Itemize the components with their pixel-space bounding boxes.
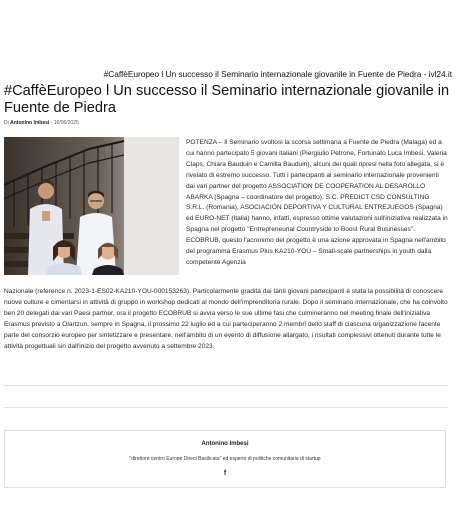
facebook-icon[interactable]: f xyxy=(223,470,227,477)
byline-date: 16/06/2025 xyxy=(53,120,79,126)
author-box-bio: "direttore centro Europe Direct Basilicata" ed esperto di politiche comunitarie di startup xyxy=(129,456,321,462)
article-paragraph-wrap: POTENZA – Il Seminario svoltosi la scorsa settimana a Fuente de Piedra (Malaga) ed a cui hanno partecipato 5 giovani italiani (Piergiulio Petrone, Fortunato Luca Imbesi, Valeria Claps, Chiara Bauduin e Camilla Bauduin), alcuni dei quali ripresi nella foto allegata, si è rivelato di estremo successo. Tutti i partecipanti al seminario internazionale provenienti dai vari partner del progetto ASSOCIATION DE COOPERATION AL DESAROLLO ABARKA (Spagna – coordinatore del progetto), S.C. PREDICT CSD CONSULTING S.R.L. (Romania), ASOCIACIÓN DEPORTIVA Y CULTURAL ENTREJUEGOS (Spagna) ed EURO-NET (Italia) hanno, infatti, espresso ottime valutazioni sull'iniziativa realizzata in Spagna nel progetto "Entrepreneurial Countryside to Boost Rural Businesses". ECOBRUB, questo l'acronimo del progetto è una azione approvata in Spagna nell'ambito del programma Erasmus Plus KA210-YOU – Small-scale partnerships in youth dalla competente Agenzia xyxy=(186,139,448,266)
divider-line xyxy=(4,407,448,408)
author-box-name[interactable]: Antonino Imbesi xyxy=(201,441,249,447)
byline-prefix: Di xyxy=(4,120,9,126)
divider-line xyxy=(4,385,448,386)
byline-author-link[interactable]: Antonino Imbesi xyxy=(10,120,50,126)
article-photo xyxy=(4,137,179,275)
article-byline xyxy=(4,120,79,126)
author-box xyxy=(4,430,446,488)
byline-separator: - xyxy=(50,120,53,126)
page-top-title: #CaffèEuropeo l Un successo il Seminario internazionale giovanile in Fuente de Piedra - ivl24.it xyxy=(103,69,452,79)
article-title: #CaffèEuropeo l Un successo il Seminario internazionale giovanile in Fuente de Piedra xyxy=(4,83,450,116)
article-paragraph-full: Nazionale (reference n. 2023-1-ES02-KA210-YOU-000153263). Particolarmente gradita dai tanti giovani partecipanti è stata la possibilità di conoscere nuove culture e cimentarsi in attività di gruppo in workshop dedicati al mondo dell'imprenditoria rurale. Dopo il seminario internazionale, che ha coinvolto ben 20 delegati dai vari Paesi partner, ora il progetto ECOBRUB si avvia verso le sue ultime fasi che culmineranno nel meeting finale dell'iniziativa Erasmus previsto a Olartzun, sempre in Spagna, il prossimo 22 luglio ed a cui parteciperanno 2 membri dello staff di ciascuna organizzazione facente parte del consorzio europeo per sintetizzare e presentare, nell'ambito di un evento di diffusione allargato, i risultati complessivi ottenuti durante tutte le attività progettuali sin dall'inizio del progetto avvenuto a settembre 2023. xyxy=(4,288,448,350)
